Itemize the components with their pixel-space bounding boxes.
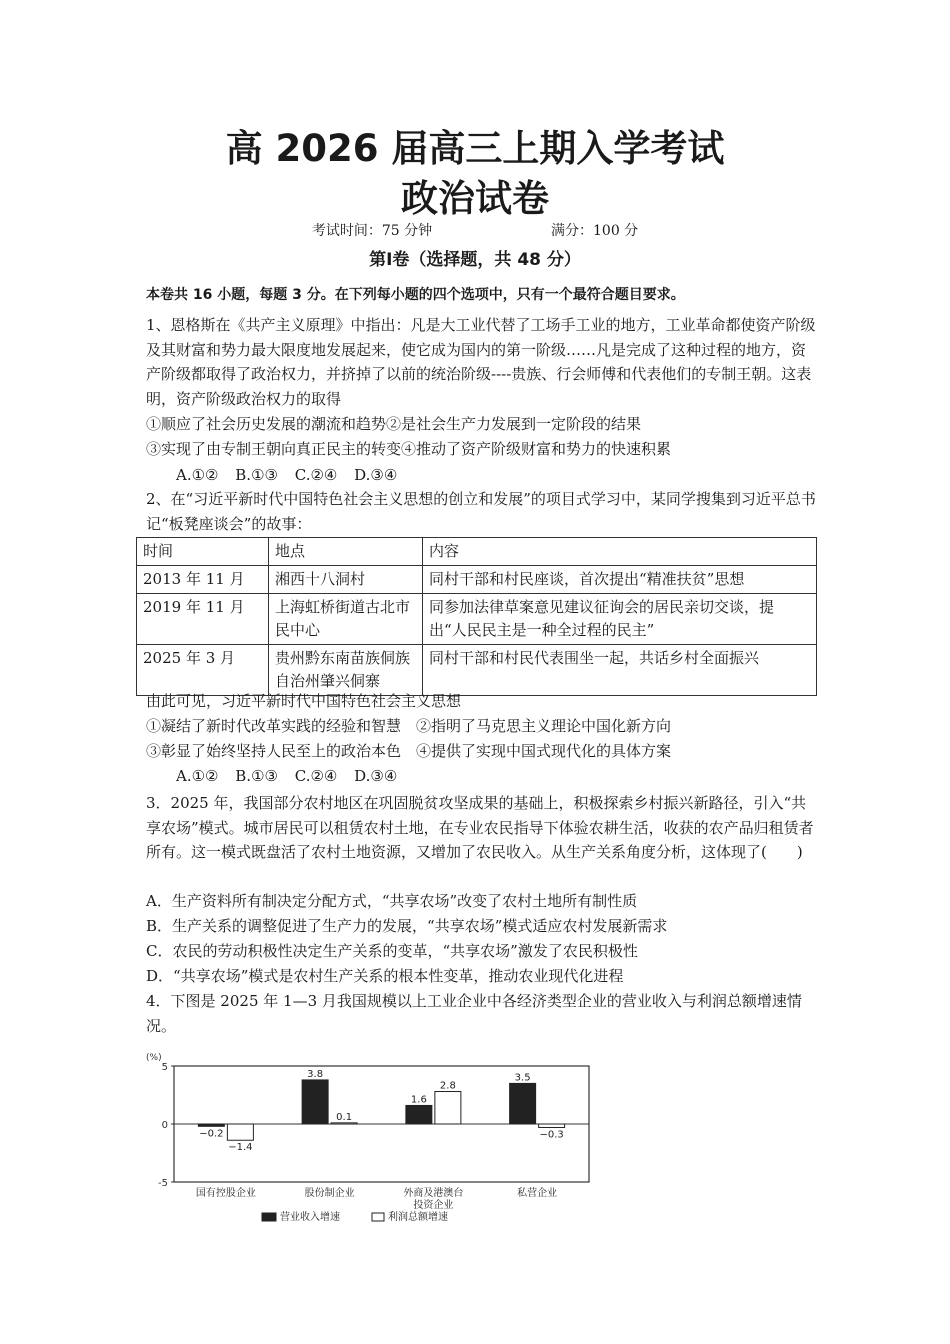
growth-chart: [140, 1048, 610, 1238]
data-label: 0.1: [336, 1111, 353, 1123]
data-label: 3.5: [514, 1072, 531, 1084]
legend-swatch-revenue: [262, 1213, 276, 1221]
q3-stem: 3．2025 年，我国部分农村地区在巩固脱贫攻坚成果的基础上，积极探索乡村振兴新路径，引入“共享农场”模式。城市居民可以租赁农村土地，在专业农民指导下体验农耕生活，收获的农产品归租赁者所有。这一模式既盘活了农村土地资源，又增加了农民收入。从生产关系角度分析，这体现了( ): [146, 794, 814, 861]
exam-meta: [0, 220, 950, 240]
profit-bar: [331, 1123, 357, 1124]
q1-options-12: ①顺应了社会历史发展的潮流和趋势②是社会生产力发展到一定阶段的结果: [146, 415, 642, 433]
data-label: 2.8: [439, 1080, 456, 1092]
table-header: 地点: [269, 538, 423, 566]
category-label: 投资企业: [413, 1200, 454, 1211]
full-score: 满分：100 分: [551, 223, 639, 239]
table-cell: 同村干部和村民代表围坐一起，共话乡村全面振兴: [423, 645, 817, 696]
q2-choice-b: B.①③: [235, 767, 278, 785]
table-header: 时间: [137, 538, 269, 566]
story-table: [136, 537, 817, 696]
profit-bar: [539, 1124, 565, 1127]
q2-options-34: ③彰显了始终坚持人民至上的政治本色 ④提供了实现中国式现代化的具体方案: [146, 742, 672, 760]
table-cell: 2019 年 11 月: [137, 594, 269, 645]
legend-swatch-profit: [372, 1213, 384, 1221]
table-cell: 2025 年 3 月: [137, 645, 269, 696]
table-cell: 湘西十八洞村: [269, 566, 423, 594]
exam-title: 高 2026 届高三上期入学考试: [225, 127, 725, 170]
data-label: 3.8: [307, 1068, 324, 1080]
category-label: 外商及港澳台: [403, 1188, 464, 1199]
q2-choice-c: C.②④: [294, 767, 338, 785]
table-cell: 同参加法律草案意见建议征询会的居民亲切交谈，提出“人民民主是一种全过程的民主”: [423, 594, 817, 645]
table-cell: 同村干部和村民座谈，首次提出“精准扶贫”思想: [423, 566, 817, 594]
y-tick-label: 5: [161, 1062, 168, 1073]
q1-choice-b: B.①③: [235, 466, 278, 484]
exam-subtitle: 政治试卷: [401, 177, 549, 220]
table-row: [137, 645, 817, 696]
category-label: 国有控股企业: [195, 1188, 256, 1199]
q2-choice-a: A.①②: [176, 767, 219, 785]
y-tick-label: 0: [161, 1120, 168, 1131]
revenue-bar: [406, 1105, 432, 1124]
category-label: 股份制企业: [304, 1188, 355, 1199]
profit-bar: [227, 1124, 253, 1140]
q1-choices: [176, 466, 409, 484]
table-header-row: [137, 538, 817, 566]
q1-options-34: ③实现了由专制王朝向真正民主的转变④推动了资产阶级财富和势力的快速积累: [146, 440, 672, 458]
table-cell: 贵州黔东南苗族侗族自治州肇兴侗寨: [269, 645, 423, 696]
table-row: [137, 594, 817, 645]
q1-choice-d: D.③④: [354, 466, 398, 484]
q2-choice-d: D.③④: [354, 767, 398, 785]
q1-choice-c: C.②④: [294, 466, 338, 484]
data-label: −0.2: [199, 1128, 224, 1140]
q3-option-d: D．“共享农场”模式是农村生产关系的根本性变革，推动农业现代化进程: [146, 967, 624, 985]
table-header: 内容: [423, 538, 817, 566]
q3-option-a: A．生产资料所有制决定分配方式，“共享农场”改变了农村土地所有制性质: [146, 892, 638, 910]
q2-lead: 由此可见，习近平新时代中国特色社会主义思想: [146, 692, 462, 710]
revenue-bar: [302, 1080, 328, 1124]
q2-options-12: ①凝结了新时代改革实践的经验和智慧 ②指明了马克思主义理论中国化新方向: [146, 717, 672, 735]
q3-option-c: C．农民的劳动积极性决定生产关系的变革，“共享农场”激发了农民积极性: [146, 942, 638, 960]
table-cell: 上海虹桥街道古北市民中心: [269, 594, 423, 645]
category-label: 私营企业: [517, 1188, 558, 1199]
revenue-bar: [198, 1124, 224, 1126]
section-title: 第Ⅰ卷（选择题，共 48 分）: [369, 250, 581, 270]
data-label: −1.4: [228, 1142, 253, 1154]
revenue-bar: [510, 1083, 536, 1124]
q2-stem: 2、在“习近平新时代中国特色社会主义思想的创立和发展”的项目式学习中，某同学搜集到习近平总书记“板凳座谈会”的故事：: [146, 490, 816, 533]
data-label: 1.6: [410, 1094, 427, 1106]
legend-label-revenue: 营业收入增速: [280, 1212, 340, 1223]
legend-label-profit: 利润总额增速: [388, 1212, 448, 1223]
y-tick-label: -5: [158, 1178, 168, 1189]
data-label: −0.3: [539, 1129, 564, 1141]
q1-choice-a: A.①②: [176, 466, 219, 484]
q3-option-b: B．生产关系的调整促进了生产力的发展，“共享农场”模式适应农村发展新需求: [146, 917, 668, 935]
exam-time: 考试时间：75 分钟: [311, 223, 433, 239]
profit-bar: [435, 1092, 461, 1124]
q1-stem: 1、恩格斯在《共产主义原理》中指出：凡是大工业代替了工场手工业的地方，工业革命都使资产阶级及其财富和势力最大限度地发展起来，使它成为国内的第一阶级……凡是完成了这种过程的地方，资产阶级都取得了政治权力，并挤掉了以前的统治阶级----贵族、行会师傅和代表他们的专制王朝。这表明，资产阶级政治权力的取得: [146, 316, 816, 408]
q2-choices: [176, 767, 409, 785]
instructions: 本卷共 16 小题，每题 3 分。在下列每小题的四个选项中，只有一个最符合题目要求。: [146, 287, 685, 303]
table-cell: 2013 年 11 月: [137, 566, 269, 594]
table-row: [137, 566, 817, 594]
q4-stem: 4．下图是 2025 年 1—3 月我国规模以上工业企业中各经济类型企业的营业收入与利润总额增速情况。: [146, 992, 802, 1035]
y-axis-label: (%): [146, 1053, 162, 1063]
